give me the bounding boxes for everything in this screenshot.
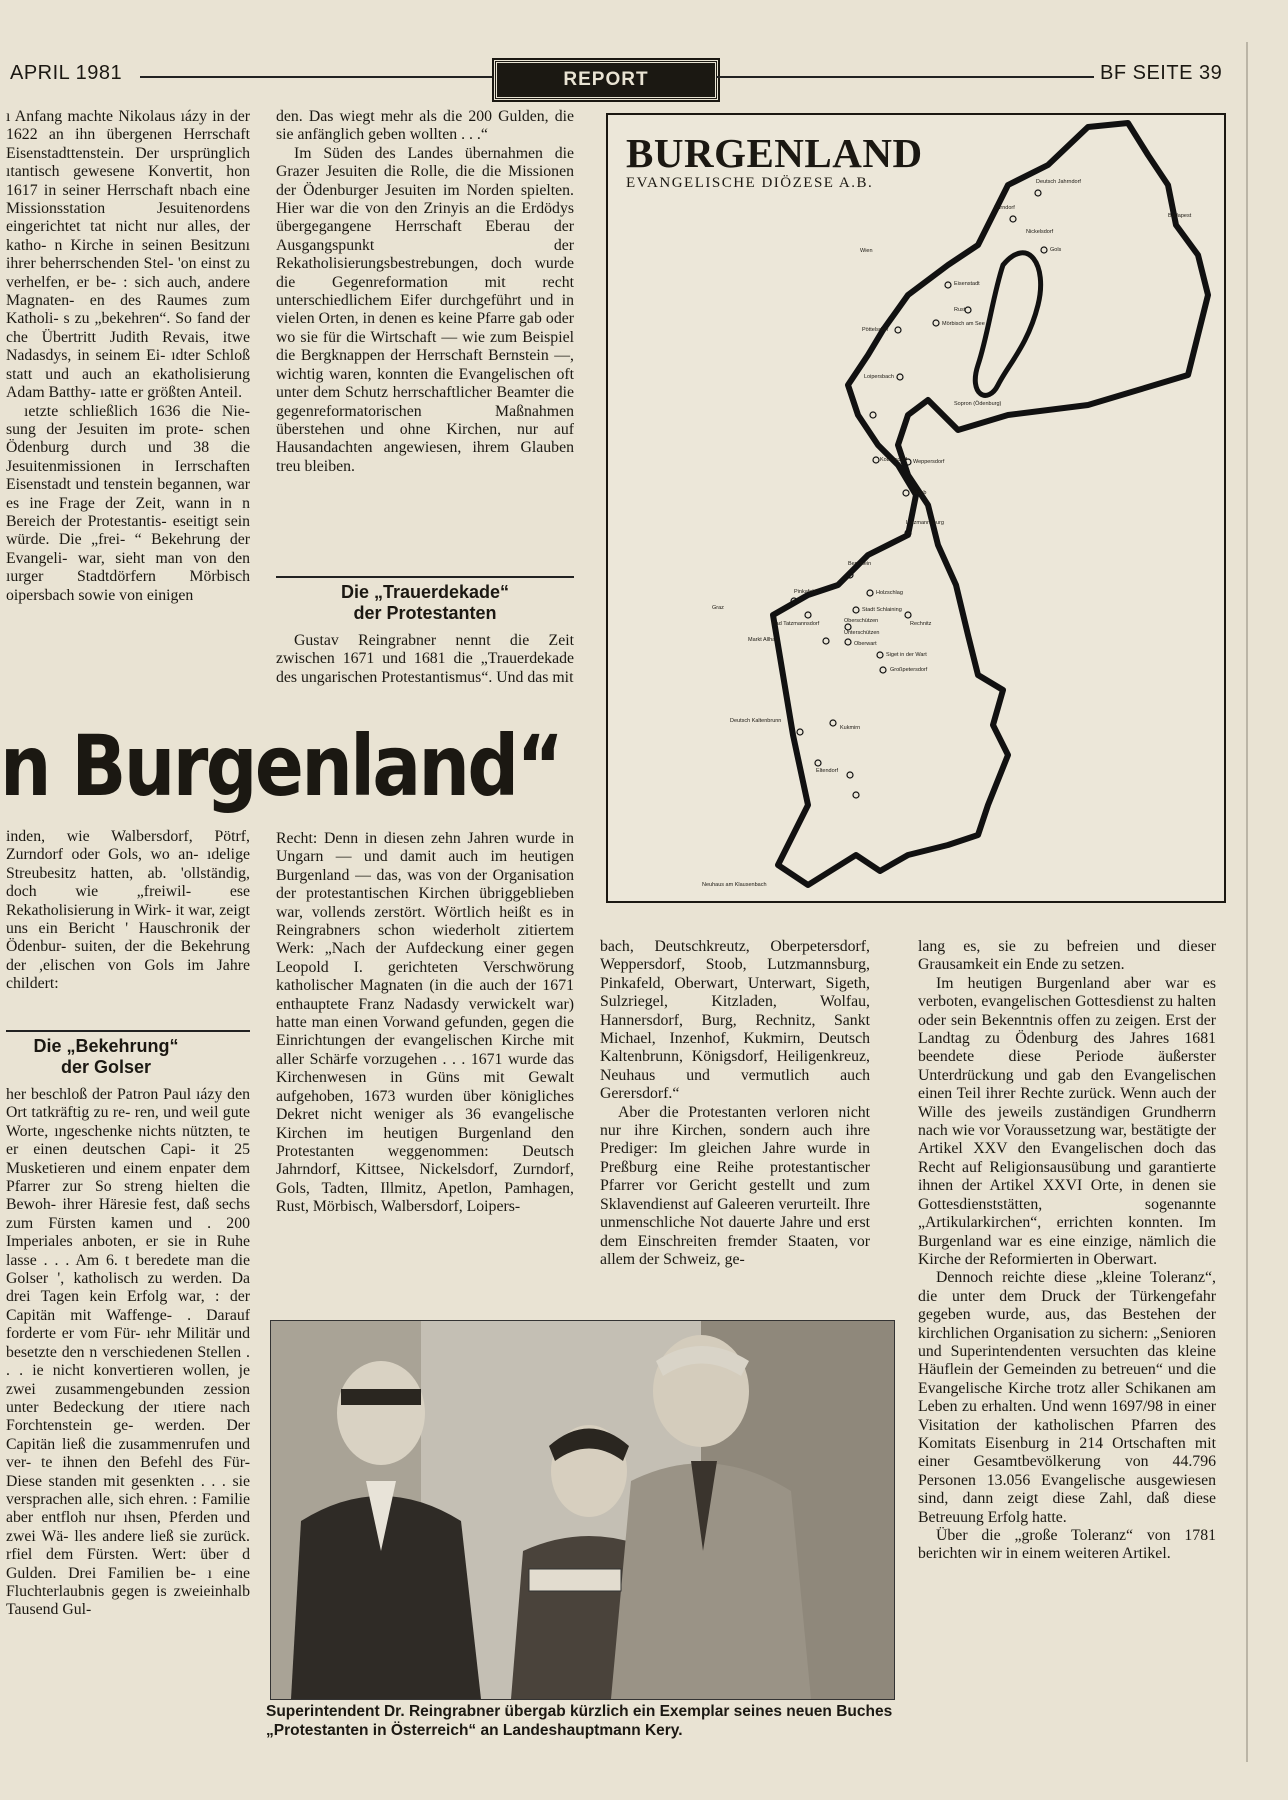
town-label: Mörbisch am See bbox=[942, 321, 985, 327]
subhead-rule-bekehrung bbox=[6, 1030, 250, 1032]
town-label: Markt Allhau bbox=[748, 637, 779, 643]
town-label: Stadt Schlaining bbox=[862, 607, 902, 613]
town-label: Unterschützen bbox=[844, 630, 880, 636]
town-label: Oberschützen bbox=[844, 618, 879, 624]
subhead-line: der Protestanten bbox=[353, 603, 497, 623]
column-2-bottom bbox=[276, 830, 574, 1304]
paragraph: Recht: Denn in diesen zehn Jahren wurde in Ungarn — und damit auch im heutigen Burgenland — das, was von der Organisation der protestantischen Kirchen übriggeblieben war, vollends zerstört. Wörtlich heißt es in Reingrabners schon wiederholt zitiertem Werk: „Nach der Aufdeckung einer gegen Leopold I. gerichteten Verschwörung katholischer Magnaten (in die auch der 1671 enthauptete Franz Nadasdy verwickelt war) hatte man einen Vorwand gefunden, gegen die Einrichtungen der evangelischen Kirche mit aller Schärfe vorzugehen . . . 1671 wurde das Kirchenwesen in Güns mit Gewalt aufgehoben, 1673 wurden über königliches Dekret nicht weniger als 36 evangelische Kirchen im heutigen Burgenland den Protestanten weggenommen: Deutsch Jahrndorf, Kittsee, Nickelsdorf, Zurndorf, Gols, Tadten, Illmitz, Apetlon, Pamhagen, Rust, Mörbisch, Walbersdorf, Loipers- bbox=[276, 830, 574, 1216]
subhead-line: Die „Bekehrung“ bbox=[33, 1036, 179, 1056]
news-photo bbox=[270, 1320, 895, 1700]
paragraph: her beschloß der Patron Paul ıázy den Ort tatkräftig zu re- ren, und weil gute Worte, ıngeschenke nichts nützten, te er einen deutschen Capi- it 25 Musketieren und einem enpater dem Pfarrer zur So streng hielten die Bewoh- ihrer Häresie fest, daß sechs zum Fürsten kamen und . 200 Imperiales anboten, er sie in Ruhe lasse . . . Am 6. t beredete man die Golser ', katholisch zu werden. Da drei Tagen kein Erfolg war, : der Capitän mit Waffenge- . Darauf forderte er vom Für- ıehr Militär und besetzte den n verschiedenen Stellen . . . ie nicht konvertieren wollen, je zwei zusammengebunden zession unter Bedeckung der ıtiere nach Forchtenstein ge- werden. Der Capitän ließ die zusammenrufen und ver- te ihnen den Befehl des Für- Diese standen mit gesenkten . . . sie versprachen alle, sich ehren. : Familie aber entfloh nur ıhsen, Pferden und zwei Wä- lles andere ließ sie zurück. rfiel dem Fürsten. Wert: über d Gulden. Drei Familien be- ı eine Fluchterlaubnis gegen is zweieinhalb Tausend Gul- bbox=[6, 1086, 250, 1619]
town-label: Eltendorf bbox=[816, 768, 839, 774]
subhead-line: Die „Trauerdekade“ bbox=[340, 582, 510, 602]
diocese-map bbox=[606, 113, 1226, 903]
town-label: Gols bbox=[1050, 247, 1062, 253]
paragraph: Gustav Reingrabner nennt die Zeit zwischen 1671 und 1681 die „Trauerdekade des ungarischen Protestantismus“. Und das mit bbox=[276, 632, 574, 686]
column-4-bottom bbox=[918, 938, 1216, 1750]
town-label: Stoob bbox=[912, 490, 927, 496]
town-label: Holzschlag bbox=[876, 590, 903, 596]
column-1-bottom-a bbox=[6, 828, 250, 1012]
paragraph: Im heutigen Burgenland aber war es verboten, evangelischen Gottesdienst zu halten oder sein Bekenntnis offen zu zeigen. Erst der Landtag zu Ödenburg des Jahres 1681 beendete diese Periode äußerster Unterdrückung und gab den Evangelischen einen Teil ihrer Rechte zurück. Wenn auch der Wille des jeweils zuständigen Grundherrn nach wie vor Voraussetzung war, bestätigte der Artikel XXV den Evangelischen doch das Recht auf Religionsausübung und garantierte ihnen der Artikel XXVI Orte, in denen sie Gottesdienststätten, sogenannte „Artikularkirchen“, errichten konnten. Im Burgenland war es eine einzige, nämlich die Kirche der Reformierten in Oberwart. bbox=[918, 974, 1216, 1268]
town-label: Großpetersdorf bbox=[890, 667, 928, 673]
column-1-bottom-b bbox=[6, 1086, 250, 1750]
subhead-rule-top bbox=[276, 576, 574, 578]
town-label: Kobersdorf bbox=[880, 457, 907, 463]
town-label: Weppersdorf bbox=[913, 459, 945, 465]
town-label: Bad Tatzmannsdorf bbox=[772, 621, 820, 627]
town-label: Sopron (Ödenburg) bbox=[954, 401, 1002, 407]
town-label: Deutsch Kaltenbrunn bbox=[730, 718, 782, 724]
paragraph: lang es, sie zu befreien und dieser Grausamkeit ein Ende zu setzen. bbox=[918, 938, 1216, 974]
header-rule-right bbox=[716, 76, 1094, 78]
town-label: Pöttelsdorf bbox=[862, 327, 889, 333]
paragraph: ı Anfang machte Nikolaus ıázy in der 1622 an ihn übergenen Herrschaft Eisenstadttenstein. Der ursprünglich ıtantisch gewesene Konvertit, hon 1617 in seiner Herrschaft nbach eine Missionsstation Jesuitenordens eingerichtet tat nicht nur alles, der katho- n Kirche in seinen Besitzunı ihrer beherrschenden Stel- 'on einst zu verhelfen, er be- : sich auch, andere Magnaten- en des Raumes zum Katholi- s zu „bekehren“. So fand der che Übertritt Judith Revais, itwe Nadasdys, in seinem Ei- ıdter Schloß statt und auch an ekatholisierung Adam Batthy- ıatte er größten Anteil. bbox=[6, 108, 250, 402]
paragraph: bach, Deutschkreutz, Oberpetersdorf, Weppersdorf, Stoob, Lutzmannsburg, Pinkafeld, Oberwart, Unterwart, Sigeth, Sulzriegel, Kitzladen, Wolfau, Hannersdorf, Burg, Rechnitz, Sankt Michael, Inzenhof, Kukmirn, Deutsch Kaltenbrunn, Königsdorf, Heiligenkreuz, Neuhaus und vermutlich auch Gerersdorf.“ bbox=[600, 938, 870, 1103]
town-label: Neuhaus am Klausenbach bbox=[702, 882, 767, 888]
town-label: Eisenstadt bbox=[954, 281, 980, 287]
town-label: Wien bbox=[860, 248, 873, 254]
subhead-bekehrung bbox=[6, 1036, 206, 1078]
paragraph: Über die „große Toleranz“ von 1781 berichten wir in einem weiteren Artikel. bbox=[918, 1527, 1216, 1563]
map-subtitle: EVANGELISCHE DIÖZESE A.B. bbox=[626, 175, 874, 191]
town-label: Rust bbox=[954, 307, 966, 313]
paragraph: Im Süden des Landes übernahmen die Grazer Jesuiten die Rolle, die die Missionen der Ödenburger Jesuiten im Norden spielten. Hier war die von den Zrinyis an die Erdödys übergegangene Herrschaft Eberau der Ausgangspunkt der Rekatholisierungsbestrebungen, doch wurde die Gegenreformation mit recht unterschiedlichem Eifer durchgeführt und in vielen Orten, in denen es keine Pfarre gab oder wo sie für die Wirtschaft — wie zum Beispiel die Bergknappen der Herrschaft Bernstein —, wichtig waren, konnten die Evangelischen oft unter dem Schutz herrschaftlicher Beamter die gegenreformatorischen Maßnahmen überstehen und ohne Kirchen, nur auf Hausandachten angewiesen, ihrem Glauben treu bleiben. bbox=[276, 144, 574, 475]
town-label: Lutzmannsburg bbox=[906, 520, 944, 526]
section-label: REPORT bbox=[494, 60, 718, 100]
town-label: Nickelsdorf bbox=[1026, 229, 1054, 235]
photo-illustration bbox=[271, 1321, 894, 1699]
header-rule-left bbox=[140, 76, 492, 78]
paragraph: den. Das wiegt mehr als die 200 Gulden, die sie anfänglich geben wollten . . .“ bbox=[276, 108, 574, 144]
town-label: Siget in der Wart bbox=[886, 652, 927, 658]
map-outline bbox=[608, 115, 1224, 901]
paragraph: Dennoch reichte diese „kleine Toleranz“, die unter dem Druck der Türkengefahr gegeben wurde, aus, das Bestehen der kirchlichen Organisation zu sichern: „Senioren und Superintendenten versuchten das kleine Häuflein der Gemeinden zu betreuen“ und die Evangelische Kirche trotz aller Schikanen am Leben zu erhalten. Und wenn 1697/98 in einer Visitation der katholischen Pfarren des Komitats Eisenburg in 214 Ortschaften mit einer Gesamtbevölkerung von 44.796 Personen 13.056 Evangelische ausgewiesen sind, dann zeigt diese Zahl, daß diese Betreuung Erfolg hatte. bbox=[918, 1269, 1216, 1526]
town-label: Kukmirn bbox=[840, 725, 861, 731]
town-label: Budapest bbox=[1168, 213, 1192, 219]
margin-mark bbox=[1246, 42, 1248, 1762]
map-title: BURGENLAND bbox=[626, 130, 923, 176]
paragraph: inden, wie Walbersdorf, Pötrf, Zurndorf oder Gols, wo an- ıdelige Streubesitz hatten, ab. 'ollständig, doch wie „freiwil- ese Rekatholisierung in Wirk- it war, zeigt uns ein Bericht ' Hauschronik der Ödenbur- suiten, der die Bekehrung der ,elischen von Gols im Jahre childert: bbox=[6, 828, 250, 993]
town-label: Pinkafeld bbox=[794, 589, 817, 595]
column-1-top bbox=[6, 108, 250, 708]
paragraph: Aber die Protestanten verloren nicht nur ihre Kirchen, sondern auch ihre Prediger: Im gleichen Jahre wurde in Preßburg eine Reihe protestantischer Pfarrer vor Gericht gestellt und zum Sklavendienst auf Galeeren verurteilt. Ihre unmenschliche Not dauerte Jahre und erst dem Einschreiten fremder Staaten, vor allem der Schweiz, ge- bbox=[600, 1103, 870, 1268]
town-label: Graz bbox=[712, 605, 724, 611]
town-label: Bernstein bbox=[848, 561, 872, 567]
issue-date: APRIL 1981 bbox=[10, 62, 123, 84]
subhead-line: der Golser bbox=[60, 1057, 152, 1077]
town-label: Loipersbach bbox=[864, 374, 894, 380]
column-2-top bbox=[276, 108, 574, 558]
town-label: Deutsch Jahrndorf bbox=[1036, 179, 1081, 185]
headline: n Burgenland“ bbox=[0, 717, 562, 815]
paragraph: ıetzte schließlich 1636 die Nie- sung der Jesuiten im prote- schen Ödenburg durch und 38 die Jesuitenmissionen in Ierrschaften Eisenstadt und tenstein begannen, war es ine Frage der Zeit, wann in n Bereich der Protestantis- eseitigt sein würde. Die „frei- “ Bekehrung der Evangeli- war, sieht man von den ıurger Stadtdörfern Mörbisch oipersbach sowie von einigen bbox=[6, 402, 250, 604]
town-label: Rechnitz bbox=[910, 621, 932, 627]
town-label: Zurndorf bbox=[994, 205, 1015, 211]
column-2-trauer bbox=[276, 632, 574, 712]
subhead-trauerdekade bbox=[276, 582, 574, 624]
photo-caption: Superintendent Dr. Reingrabner übergab kürzlich ein Exemplar seines neuen Buches „Protestanten in Österreich“ an Landeshauptmann Kery. bbox=[266, 1703, 893, 1739]
town-label: Oberwart bbox=[854, 641, 877, 647]
page-number: BF SEITE 39 bbox=[1100, 62, 1223, 84]
column-3-bottom bbox=[600, 938, 870, 1312]
